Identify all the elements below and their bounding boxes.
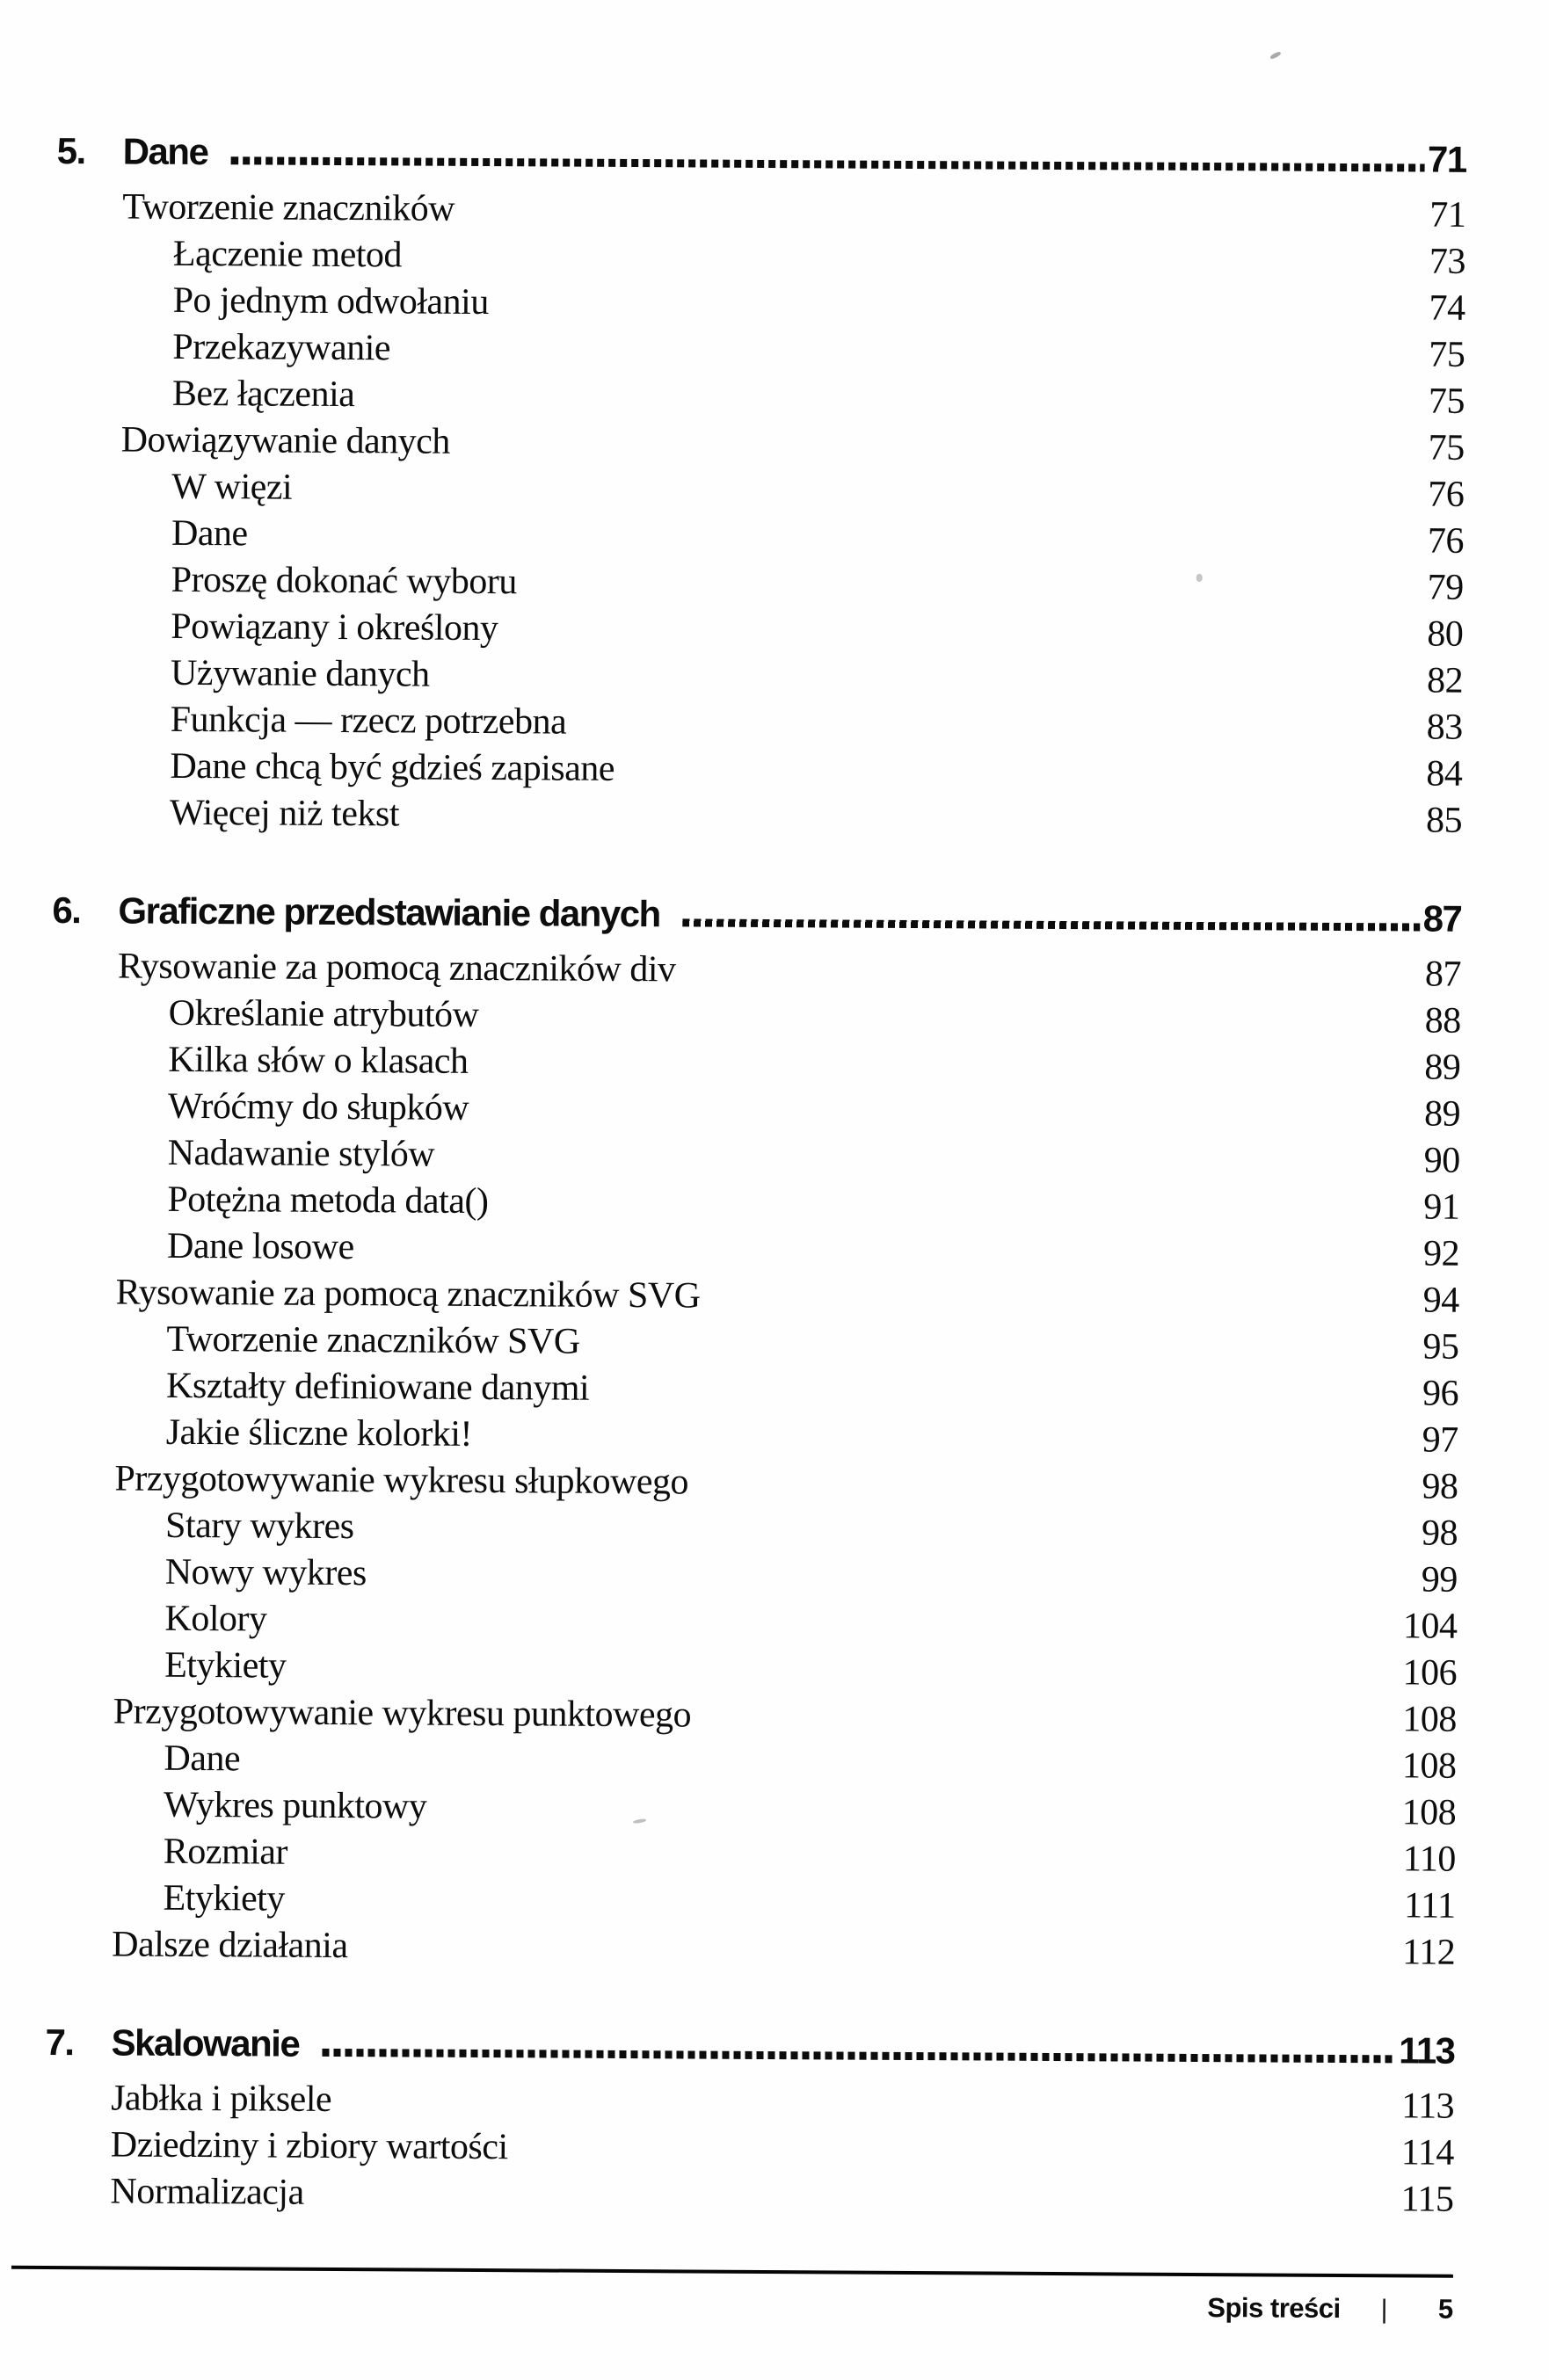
entry-spacer — [240, 1770, 1402, 1777]
entry-spacer — [517, 593, 1428, 599]
entry-label: Przekazywanie — [172, 326, 391, 369]
entry-page-number: 96 — [1422, 1373, 1459, 1414]
entry-label: Dane losowe — [166, 1225, 354, 1268]
entry-page-number: 112 — [1402, 1932, 1456, 1973]
toc-entry[interactable] — [56, 230, 1465, 286]
entry-spacer — [430, 686, 1427, 693]
toc-entry[interactable] — [48, 1502, 1458, 1557]
entry-label: Dane — [164, 1738, 241, 1780]
entry-spacer — [248, 545, 1428, 552]
entry-label: Wykres punktowy — [164, 1784, 427, 1827]
chapter-entries — [53, 184, 1466, 845]
entry-page-number: 87 — [1424, 954, 1462, 995]
entry-page-number: 115 — [1400, 2179, 1454, 2220]
footer-separator: | — [1380, 2295, 1388, 2325]
page-footer — [0, 2282, 1453, 2330]
chapter-number: 6. — [52, 889, 81, 932]
entry-spacer — [469, 1120, 1424, 1126]
entry-spacer — [455, 221, 1429, 227]
entry-spacer — [468, 1073, 1424, 1079]
toc-entry[interactable] — [47, 1642, 1457, 1697]
entry-label: Rysowanie za pomocą znaczników SVG — [115, 1272, 701, 1317]
entry-label: Przygotowywanie wykresu słupkowego — [114, 1458, 689, 1503]
entry-page-number: 75 — [1429, 334, 1465, 375]
entry-page-number: 97 — [1422, 1419, 1458, 1461]
entry-label: Dane chcą być gdzieś zapisane — [170, 745, 615, 789]
entry-spacer — [286, 1678, 1402, 1685]
toc-entry[interactable] — [53, 789, 1462, 845]
entry-page-number: 91 — [1423, 1186, 1460, 1228]
entry-spacer — [615, 780, 1426, 786]
toc-entry[interactable] — [49, 1362, 1458, 1418]
entry-label: Nowy wykres — [164, 1551, 367, 1594]
chapter-number: 5. — [56, 130, 85, 172]
scan-speck — [1269, 51, 1282, 60]
footer-section-label: Spis treści — [1207, 2292, 1341, 2324]
entry-spacer — [347, 1957, 1402, 1963]
entry-spacer — [354, 1259, 1423, 1265]
entry-page-number: 113 — [1401, 2086, 1455, 2127]
entry-page-number: 76 — [1428, 474, 1465, 515]
toc-entry[interactable] — [52, 990, 1461, 1045]
entry-label: Określanie atrybutów — [168, 992, 479, 1035]
toc-entry[interactable] — [47, 1688, 1457, 1744]
entry-spacer — [354, 406, 1429, 412]
entry-page-number: 99 — [1421, 1559, 1458, 1600]
entry-spacer — [688, 1493, 1422, 1498]
entry-spacer — [287, 1864, 1403, 1871]
toc-entry[interactable] — [55, 277, 1465, 332]
entry-spacer — [450, 454, 1429, 460]
entry-spacer — [354, 1538, 1422, 1544]
entry-label: Wróćmy do słupków — [167, 1085, 469, 1128]
toc-entry[interactable] — [51, 1036, 1460, 1092]
chapter-page-number: 87 — [1422, 897, 1462, 940]
entry-page-number: 111 — [1403, 1885, 1456, 1926]
entry-label: Używanie danych — [170, 652, 430, 695]
entry-spacer — [304, 2204, 1401, 2211]
footer-rule — [11, 2266, 1453, 2278]
toc-entry[interactable] — [55, 510, 1464, 565]
entry-label: Po jednym odwołaniu — [172, 279, 489, 323]
entry-page-number: 94 — [1422, 1280, 1459, 1321]
entry-page-number: 108 — [1401, 1745, 1457, 1787]
entry-spacer — [498, 640, 1427, 645]
toc-entry[interactable] — [55, 463, 1464, 519]
entry-page-number: 114 — [1400, 2132, 1454, 2173]
entry-label: Tworzenie znaczników SVG — [166, 1318, 580, 1362]
entry-label: Kilka słów o klasach — [168, 1039, 469, 1082]
toc-entry[interactable] — [46, 1921, 1455, 1977]
entry-spacer — [426, 1818, 1401, 1825]
entry-page-number: 85 — [1425, 800, 1463, 841]
dot-leader — [683, 918, 1421, 931]
entry-spacer — [700, 1308, 1422, 1312]
entry-label: Funkcja — rzecz potrzebna — [170, 699, 567, 743]
toc-entry[interactable] — [47, 1781, 1456, 1837]
toc-entry[interactable] — [54, 649, 1463, 705]
entry-page-number: 104 — [1402, 1606, 1458, 1647]
entry-spacer — [675, 981, 1425, 985]
chapter-page-number: 113 — [1399, 2029, 1455, 2072]
toc-entry[interactable] — [48, 1455, 1458, 1511]
entry-page-number: 98 — [1421, 1513, 1458, 1554]
toc-entry[interactable] — [55, 417, 1465, 472]
entry-spacer — [331, 2111, 1401, 2117]
entry-page-number: 89 — [1423, 1093, 1461, 1135]
chapter-number: 7. — [45, 2021, 74, 2064]
chapter-title: Dane — [122, 130, 208, 173]
entry-label: Więcej niż tekst — [169, 792, 400, 835]
footer-page-number: 5 — [1437, 2293, 1453, 2325]
chapter-page-number: 71 — [1427, 138, 1466, 180]
entry-label: Jakie śliczne kolorki! — [165, 1411, 473, 1455]
entry-page-number: 84 — [1426, 753, 1463, 795]
toc-entry[interactable] — [51, 1129, 1460, 1185]
entry-label: Normalizacja — [110, 2171, 304, 2213]
chapter-title: Graficzne przedstawianie danych — [118, 889, 660, 935]
toc-entry[interactable] — [49, 1409, 1458, 1464]
toc-entry[interactable] — [53, 743, 1462, 798]
entry-spacer — [292, 499, 1428, 506]
entry-spacer — [489, 314, 1429, 320]
entry-page-number: 80 — [1427, 613, 1464, 655]
entry-label: Łączenie metod — [172, 233, 403, 276]
toc-entry[interactable] — [50, 1223, 1459, 1278]
toc-entry[interactable] — [50, 1269, 1459, 1324]
toc-entry[interactable] — [54, 603, 1463, 658]
entry-page-number: 88 — [1424, 1000, 1461, 1041]
toc-entry[interactable] — [45, 2122, 1454, 2177]
entry-label: W więzi — [171, 466, 293, 508]
chapter-heading[interactable] — [45, 2017, 1454, 2077]
entry-spacer — [399, 825, 1426, 831]
entry-spacer — [478, 1027, 1424, 1033]
entry-page-number: 89 — [1424, 1047, 1461, 1088]
entry-page-number: 106 — [1402, 1652, 1458, 1694]
toc-entry[interactable] — [55, 323, 1465, 379]
entry-page-number: 75 — [1428, 427, 1465, 468]
toc-entry[interactable] — [54, 696, 1463, 751]
toc-entry[interactable] — [47, 1595, 1457, 1651]
entry-page-number: 82 — [1426, 660, 1464, 701]
entry-label: Bez łączenia — [171, 373, 355, 416]
entry-spacer — [434, 1166, 1424, 1172]
entry-spacer — [285, 1911, 1404, 1918]
entry-label: Potężna metoda data() — [167, 1179, 489, 1223]
entry-label: Rysowanie za pomocą znaczników div — [117, 946, 676, 990]
toc-entry[interactable] — [44, 2168, 1453, 2224]
entry-label: Przygotowywanie wykresu punktowego — [113, 1691, 692, 1736]
entry-spacer — [488, 1213, 1423, 1218]
entry-label: Kształty definiowane danymi — [165, 1365, 590, 1409]
entry-spacer — [367, 1585, 1422, 1591]
entry-page-number: 76 — [1427, 520, 1465, 562]
entry-page-number: 79 — [1427, 567, 1464, 608]
entry-label: Powiązany i określony — [171, 606, 498, 649]
entry-spacer — [390, 359, 1429, 366]
dot-leader — [322, 2049, 1396, 2063]
toc-entry[interactable] — [51, 1083, 1460, 1138]
chapter-entries — [44, 2075, 1454, 2224]
toc-entry[interactable] — [46, 1875, 1455, 1930]
entry-label: Rozmiar — [163, 1831, 288, 1873]
toc-entry[interactable] — [47, 1735, 1456, 1790]
dot-leader — [230, 156, 1425, 171]
entry-page-number: 75 — [1428, 381, 1465, 422]
toc-entry[interactable] — [49, 1316, 1458, 1371]
toc-chapter — [46, 885, 1461, 1977]
chapter-entries — [46, 943, 1461, 1977]
entry-page-number: 108 — [1402, 1699, 1457, 1740]
toc-entry[interactable] — [55, 370, 1465, 425]
entry-spacer — [472, 1446, 1422, 1452]
entry-spacer — [266, 1631, 1402, 1638]
toc-entry[interactable] — [52, 943, 1461, 998]
toc-entry[interactable] — [56, 184, 1465, 239]
entry-spacer — [589, 1400, 1422, 1405]
entry-page-number: 108 — [1401, 1792, 1457, 1833]
chapter-heading[interactable] — [57, 126, 1466, 185]
entry-label: Dane — [171, 512, 248, 555]
entry-label: Proszę dokonać wyboru — [171, 559, 517, 603]
table-of-contents — [44, 126, 1465, 2224]
scan-speck — [1196, 574, 1203, 582]
toc-chapter — [44, 2017, 1454, 2224]
entry-label: Dalsze działania — [112, 1924, 348, 1967]
entry-page-number: 110 — [1402, 1839, 1456, 1880]
entry-page-number: 92 — [1422, 1233, 1460, 1274]
toc-chapter — [53, 126, 1466, 845]
toc-entry[interactable] — [48, 1549, 1458, 1604]
entry-label: Dowiązywanie danych — [120, 419, 450, 462]
toc-entry[interactable] — [55, 556, 1464, 612]
entry-label: Tworzenie znaczników — [122, 186, 455, 229]
entry-spacer — [508, 2159, 1401, 2164]
toc-entry[interactable] — [47, 1828, 1456, 1883]
entry-page-number: 90 — [1423, 1140, 1460, 1181]
entry-label: Jabłka i piksele — [111, 2078, 332, 2120]
toc-entry[interactable] — [50, 1176, 1459, 1231]
entry-page-number: 98 — [1422, 1466, 1458, 1507]
entry-label: Etykiety — [163, 1877, 285, 1919]
entry-label: Kolory — [164, 1598, 267, 1640]
toc-entry[interactable] — [45, 2075, 1454, 2130]
entry-label: Stary wykres — [164, 1505, 354, 1548]
chapter-heading[interactable] — [52, 885, 1461, 945]
entry-label: Nadawanie stylów — [167, 1132, 435, 1175]
entry-label: Dziedziny i zbiory wartości — [110, 2124, 508, 2168]
entry-page-number: 95 — [1422, 1326, 1459, 1368]
entry-label: Etykiety — [164, 1644, 287, 1687]
entry-spacer — [566, 734, 1427, 739]
entry-spacer — [402, 266, 1429, 272]
entry-spacer — [691, 1726, 1402, 1731]
entry-page-number: 74 — [1429, 287, 1465, 329]
entry-spacer — [580, 1353, 1423, 1359]
entry-page-number: 71 — [1429, 194, 1466, 236]
entry-page-number: 83 — [1426, 707, 1463, 748]
chapter-title: Skalowanie — [111, 2021, 300, 2064]
entry-page-number: 73 — [1429, 241, 1466, 282]
